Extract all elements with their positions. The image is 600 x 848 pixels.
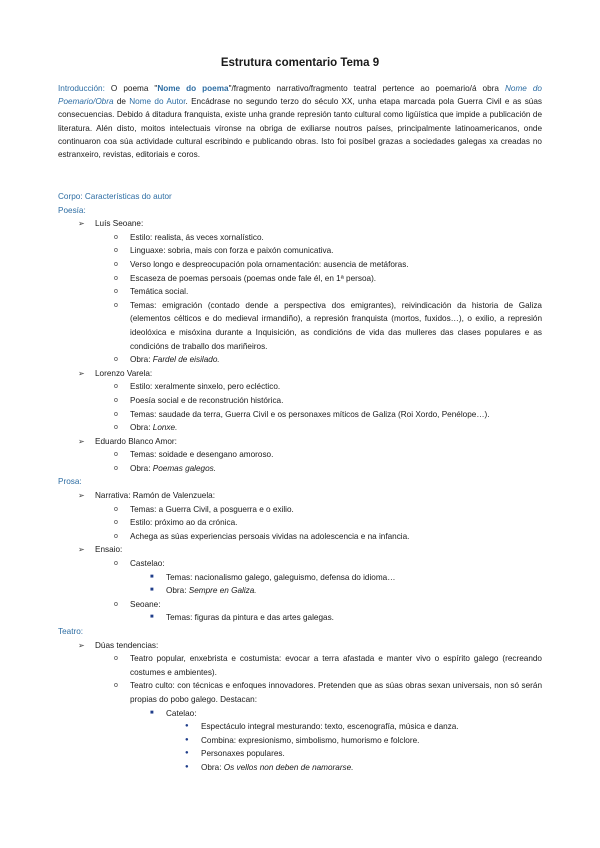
page-title: Estrutura comentario Tema 9 [220, 57, 380, 69]
author-catelao: ■ Catelao: [58, 707, 542, 721]
obra-item [58, 353, 542, 367]
list-item: o Temas: saudade da terra, Guerra Civil e os personaxes míticos de Galiza (Roi Xordo, Penélope…). [58, 408, 542, 422]
list-item: o Temática social. [58, 285, 542, 299]
author-blanco-amor: ➢ Eduardo Blanco Amor: [58, 435, 542, 449]
list-item: o Teatro culto: con técnicas e enfoques innovadores. Pretenden que as súas obras sexan universais, non só serán propias do pobo galego. Destacan: [58, 679, 542, 706]
list-item: o Poesía social e de reconstrución histórica. [58, 394, 542, 408]
obra-item [58, 462, 542, 476]
author-varela: ➢ Lorenzo Varela: [58, 367, 542, 381]
obra-title: Os vellos non deben de namorarse. [223, 762, 354, 772]
list-item: o Estilo: próximo ao da crónica. [58, 516, 542, 530]
list-item: o Linguaxe: sobria, mais con forza e paixón comunicativa. [58, 244, 542, 258]
obra-label: Obra: [130, 355, 153, 365]
author-seoane: ➢ Luís Seoane: [58, 217, 542, 231]
list-item: o Verso longo e despreocupación pola ornamentación: ausencia de metáforas. [58, 258, 542, 272]
obra-title: Lonxe. [152, 423, 178, 433]
obra-title: Poemas galegos. [152, 463, 217, 473]
list-item: o Temas: soidade e desengano amoroso. [58, 448, 542, 462]
tendencias-item: ➢ Dúas tendencias: [58, 639, 542, 653]
intro-text-3: de [113, 97, 130, 107]
intro-text-1: O poema " [104, 84, 158, 93]
list-item: ● Combina: expresionismo, simbolismo, humorismo e folclore. [58, 734, 542, 748]
teatro-heading: Teatro: [58, 627, 84, 636]
obra-item [58, 584, 542, 598]
list-item: o Temas: emigración (contado dende a perspectiva dos emigrantes), reivindicación da historia de Galiza (elementos célticos e do medieval irmandiño), a represión franquista (mortos, fuxidos…), o exilio, a represión ideolóxica e misóxina durante a Inquisición, as condicións de vida das mulleres das clases populares e as condicións de traballo dos mariñeiros. [58, 299, 542, 353]
obra-title: Sempre en Galiza. [188, 586, 257, 596]
list-item: ● Personaxes populares. [58, 747, 542, 761]
intro-text-4: . Encádrase no segundo terzo do século XX, unha etapa marcada pola Guerra Civil e as súas consecuencias. Debido á ditadura franquista, existe unha grande represión tanto cultural como ligüística que impide a publicación de literatura. Alén disto, moitos intelectuais víronse na obriga de exiliarse noutros países, principalmente latinoamericanos, onde continuaron coa súa actividade cultural escribindo e publicando obras. Isto foi posíbel grazas a sociedades galegas xa creadas no estranxeiro, revistas, editoriais e coros. [58, 97, 542, 160]
narrativa-item: ➢ Narrativa: Ramón de Valenzuela: [58, 489, 542, 503]
obra-label: Obra: [130, 423, 153, 433]
ensaio-item: ➢ Ensaio: [58, 543, 542, 557]
list-item: ● Espectáculo integral mesturando: texto, escenografía, música e danza. [58, 720, 542, 734]
obra-label: Obra: [201, 762, 224, 772]
list-item: ■ Temas: figuras da pintura e das artes galegas. [58, 611, 542, 625]
list-item: o Estilo: realista, ás veces xornalístico. [58, 231, 542, 245]
obra-label: Obra: [166, 586, 189, 596]
list-item: o Achega as súas experiencias persoais vividas na adolescencia e na infancia. [58, 530, 542, 544]
document-body [58, 190, 542, 775]
intro-label: Introducción: [58, 84, 105, 93]
list-item: o Escaseza de poemas persoais (poemas onde fale él, en 1ª persoa). [58, 272, 542, 286]
list-item: o Estilo: xeralmente sinxelo, pero ecléctico. [58, 380, 542, 394]
obra-item [58, 761, 542, 775]
corpo-heading: Corpo: Características do autor [58, 192, 172, 201]
poesia-heading: Poesía: [58, 205, 86, 215]
prosa-heading: Prosa: [58, 477, 82, 487]
intro-text-2: "/fragmento narrativo/fragmento teatral pertence ao poemario/á obra [228, 84, 505, 93]
list-item: ■ Temas: nacionalismo galego, galeguismo, defensa do idioma… [58, 571, 542, 585]
work-name: Nome do Poemario/Obra [58, 84, 542, 107]
obra-label: Obra: [130, 463, 153, 473]
obra-item [58, 421, 542, 435]
author-castelao: o Castelao: [58, 557, 542, 571]
list-item: o Temas: a Guerra Civil, a posguerra e o exilio. [58, 503, 542, 517]
introduction-paragraph [58, 82, 542, 161]
poem-name: Nome do poema [157, 84, 229, 93]
obra-title: Fardel de eisilado. [152, 355, 220, 365]
author-seoane-ensaio: o Seoane: [58, 598, 542, 612]
author-name: Nome do Autor [129, 97, 186, 107]
list-item: o Teatro popular, enxebrista e costumista: evocar a terra afastada e manter vivo o espírito galego (recreando costumes e ambientes). [58, 652, 542, 679]
